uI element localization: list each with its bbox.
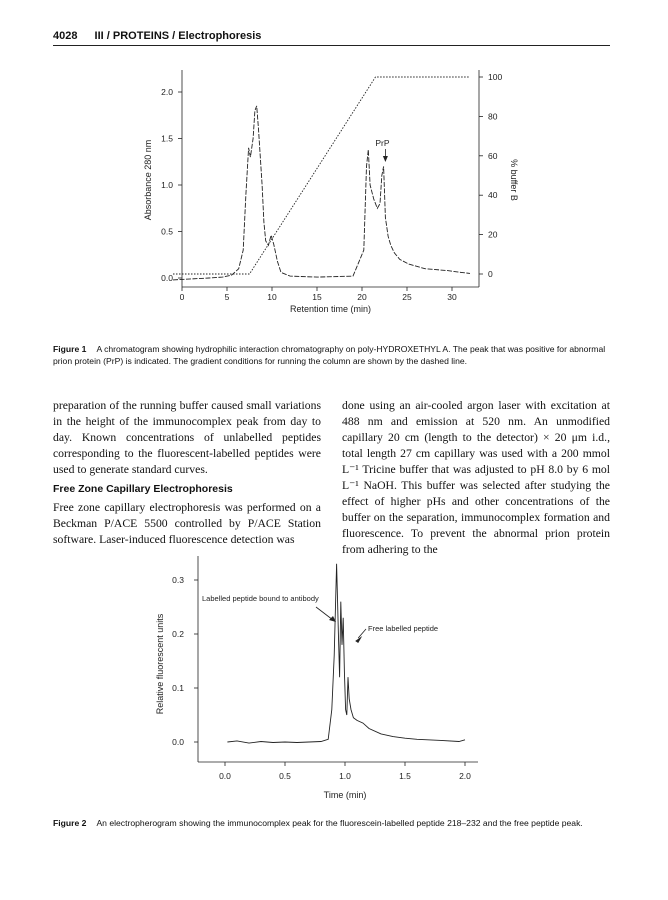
y2-tick-label: 0	[488, 269, 493, 279]
y-tick-label: 0.5	[161, 226, 173, 237]
y2-tick-label: 80	[488, 111, 498, 122]
y2-tick-label: 60	[488, 150, 498, 161]
x-tick-label: 1.5	[399, 771, 411, 781]
y-tick-label: 0.2	[172, 629, 184, 639]
annotation-bound-peptide: Labelled peptide bound to antibody	[202, 594, 319, 603]
paragraph: done using an air-cooled argon laser with excitation at 488 nm and emission at 520 nm. An unmodified capillary 20 cm (length to the detector) × 20 μm i.d., total length 27 cm capillary was used with a 200 mmol L⁻¹ Tricine buffer that was adjusted to pH 8.0 by 6 mol L⁻¹ NaOH. This buffer was selected after studying the effect of higher pHs and other concentrations of the buffer on the separation, immunocomplex formation and fluorescence. To prevent the abnormal prion protein from adhering to the	[342, 399, 610, 556]
paragraph: preparation of the running buffer caused small variations in the height of the immunocomplex peak from day to day. Known concentrations of unlabelled peptides corresponding to the fluorescent-labelled peptides were used to generate standard curves.	[53, 399, 321, 476]
x-tick-label: 0	[179, 292, 185, 302]
section-heading: Free Zone Capillary Electrophoresis	[53, 483, 233, 495]
annotation-prp: PrP	[375, 137, 390, 148]
paragraph: Free zone capillary electrophoresis was performed on a Beckman P/ACE 5500 controlled by P/ACE Station software. Laser-induced fluorescence detection was	[53, 501, 321, 546]
x-tick-label: 10	[267, 292, 277, 302]
annotation-free-peptide: Free labelled peptide	[368, 624, 439, 633]
section-title: III / PROTEINS / Electrophoresis	[94, 30, 262, 42]
y2-axis-label: % buffer B	[509, 159, 519, 201]
y-tick-label: 0.0	[172, 737, 184, 747]
x-axis-label: Retention time (min)	[289, 304, 372, 314]
x-tick-label: 0.5	[279, 771, 291, 781]
x-tick-label: 30	[447, 292, 457, 302]
y2-tick-label: 40	[488, 190, 498, 201]
x-tick-label: 5	[224, 292, 230, 302]
x-tick-label: 15	[312, 292, 322, 302]
x-tick-label: 2.0	[459, 771, 471, 781]
annotation-arrow	[358, 629, 366, 638]
y2-tick-label: 100	[488, 72, 503, 82]
page-number: 4028	[53, 30, 78, 42]
y-tick-label: 1.5	[161, 133, 173, 144]
series-fluorescence	[227, 564, 465, 743]
x-tick-label: 25	[402, 292, 412, 302]
y-axis-label: Relative fluorescent units	[155, 613, 165, 715]
figure1-caption-text: A chromatogram showing hydrophilic interaction chromatography on poly-HYDROXETHYL A. The peak that was positive for abnormal prion protein (PrP) is indicated. The gradient conditions for running the column are shown by the dashed line.	[53, 344, 606, 366]
y-axis-label: Absorbance 280 nm	[143, 139, 153, 221]
figure2-caption	[53, 817, 613, 829]
figure1-caption-label: Figure 1	[53, 344, 87, 354]
y-tick-label: 1.0	[161, 180, 173, 190]
annotation-arrow	[316, 607, 333, 620]
figure2-caption-label: Figure 2	[53, 818, 87, 828]
y-tick-label: 2.0	[161, 87, 173, 97]
y2-tick-label: 20	[488, 229, 498, 240]
x-tick-label: 1.0	[339, 771, 351, 781]
x-tick-label: 20	[357, 292, 367, 302]
x-axis-label: Time (min)	[323, 790, 367, 800]
figure2-caption-text: An electropherogram showing the immunocomplex peak for the fluorescein-labelled peptide 218–232 and the free peptide peak.	[96, 818, 583, 828]
x-tick-label: 0.0	[219, 771, 231, 781]
y-tick-label: 0.3	[172, 575, 184, 585]
y-tick-label: 0.1	[172, 683, 184, 693]
y-tick-label: 0.0	[161, 273, 173, 283]
